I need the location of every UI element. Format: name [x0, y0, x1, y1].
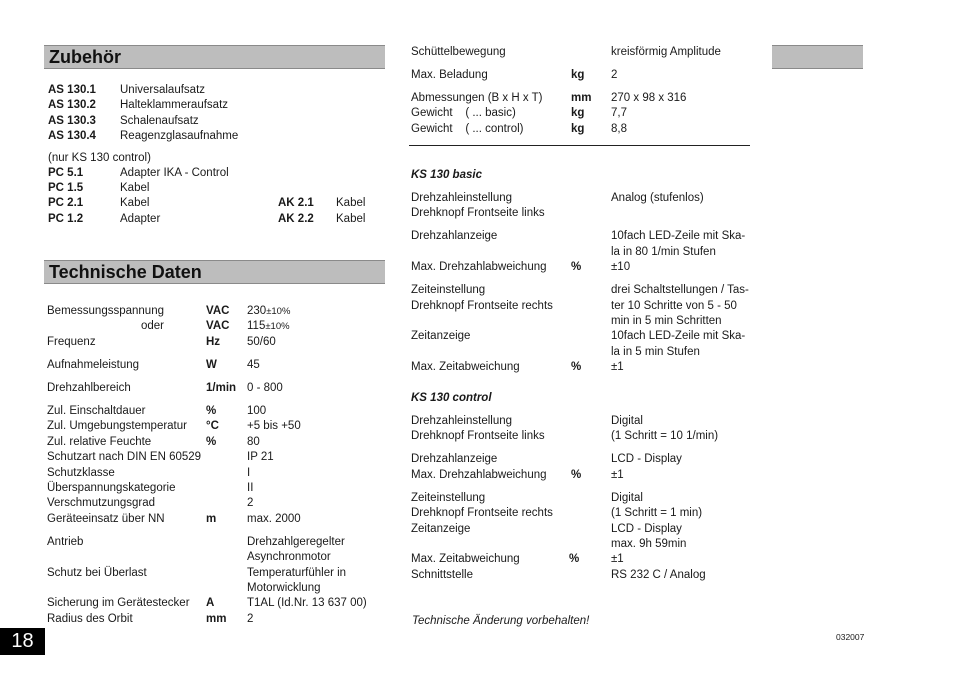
zubehoer-title-bar	[44, 45, 385, 69]
spec-value: 80	[247, 436, 260, 448]
spec-label: Zeitanzeige	[411, 330, 471, 342]
spec-value: Analog (stufenlos)	[611, 192, 704, 204]
spec-value-cont: min in 5 min Schritten	[611, 315, 722, 327]
spec-unit: %	[571, 261, 582, 273]
accessory-code: AS 130.2	[48, 99, 96, 111]
spec-label: Verschmutzungsgrad	[47, 497, 156, 509]
accessory-code: AS 130.4	[48, 130, 96, 142]
spec-unit: VAC	[206, 305, 230, 317]
spec-value: LCD - Display	[611, 453, 682, 465]
spec-label: Antrieb	[47, 536, 84, 548]
spec-value: 100	[247, 405, 267, 417]
spec-label: Schüttelbewegung	[411, 46, 506, 58]
spec-label: Aufnahmeleistung	[47, 359, 140, 371]
spec-value: +5 bis +50	[247, 420, 301, 432]
accessory-label: Kabel	[120, 197, 150, 209]
spec-value-cont: la in 5 min Stufen	[611, 346, 700, 358]
accessory-code: AS 130.1	[48, 84, 96, 96]
spec-value: 50/60	[247, 336, 276, 348]
control-heading: KS 130 control	[411, 392, 492, 404]
change-notice: Technische Änderung vorbehalten!	[412, 615, 590, 627]
spec-value-cont: Asynchronmotor	[247, 551, 331, 563]
spec-unit: kg	[571, 69, 585, 81]
spec-label: Zeiteinstellung	[411, 284, 486, 296]
spec-label: Zeiteinstellung	[411, 492, 486, 504]
spec-label: Max. Beladung	[411, 69, 488, 81]
spec-value: ±1	[611, 361, 624, 373]
spec-label: Schutzart nach DIN EN 60529	[47, 451, 202, 463]
spec-value-cont: max. 9h 59min	[611, 538, 687, 550]
accessory-label: Halteklammeraufsatz	[120, 99, 229, 111]
spec-value: 2	[611, 69, 618, 81]
spec-label: Drehknopf Frontseite links	[411, 207, 545, 219]
spec-unit: %	[571, 361, 582, 373]
spec-value-cont: la in 80 1/min Stufen	[611, 246, 716, 258]
spec-label: Bemessungsspannung	[47, 305, 164, 317]
spec-unit: Hz	[206, 336, 221, 348]
accessory-code: AK 2.2	[278, 213, 314, 225]
spec-label: Überspannungskategorie	[47, 482, 176, 494]
accessory-label: Schalenaufsatz	[120, 115, 199, 127]
spec-value-tolerance: ±10%	[265, 321, 290, 332]
tech-title-bar	[44, 260, 385, 284]
spec-label: Drehzahlbereich	[47, 382, 131, 394]
spec-value	[247, 304, 290, 319]
spec-label: Radius des Orbit	[47, 613, 133, 625]
spec-label: Sicherung im Gerätestecker	[47, 597, 190, 609]
spec-unit: °C	[206, 420, 219, 432]
spec-unit: A	[206, 597, 215, 609]
spec-label: Schutzklasse	[47, 467, 115, 479]
spec-value-tolerance: ±10%	[266, 306, 291, 317]
section-divider	[409, 145, 750, 146]
accessory-label: Kabel	[120, 182, 150, 194]
spec-unit: %	[571, 469, 582, 481]
zubehoer-title: Zubehör	[49, 47, 121, 67]
spec-unit: VAC	[206, 320, 230, 332]
spec-value: 0 - 800	[247, 382, 283, 394]
page-number: 18	[0, 628, 45, 655]
spec-label: Schnittstelle	[411, 569, 474, 581]
spec-label: Max. Drehzahlabweichung	[411, 469, 547, 481]
spec-value: ±1	[611, 553, 624, 565]
tech-title: Technische Daten	[49, 262, 202, 282]
spec-label: Max. Zeitabweichung	[411, 361, 520, 373]
spec-value: 10fach LED-Zeile mit Ska-	[611, 230, 746, 242]
spec-value: 2	[247, 613, 254, 625]
spec-value: 8,8	[611, 123, 627, 135]
spec-unit: mm	[571, 92, 592, 104]
accessory-label: Adapter IKA - Control	[120, 167, 229, 179]
accessory-code: AS 130.3	[48, 115, 96, 127]
spec-value: I	[247, 467, 251, 479]
spec-value: RS 232 C / Analog	[611, 569, 706, 581]
spec-value: 10fach LED-Zeile mit Ska-	[611, 330, 746, 342]
spec-unit: kg	[571, 107, 585, 119]
accessory-code: PC 1.5	[48, 182, 84, 194]
spec-label: Drehzahleinstellung	[411, 415, 513, 427]
spec-label: Drehknopf Frontseite rechts	[411, 507, 553, 519]
spec-unit: 1/min	[206, 382, 237, 394]
spec-unit: %	[206, 405, 217, 417]
spec-label: Drehzahlanzeige	[411, 230, 498, 242]
spec-value: (1 Schritt = 10 1/min)	[611, 430, 719, 442]
spec-label: Zeitanzeige	[411, 523, 471, 535]
spec-label: Drehzahlanzeige	[411, 453, 498, 465]
spec-label: Schutz bei Überlast	[47, 567, 147, 579]
accessory-code: PC 2.1	[48, 197, 84, 209]
spec-unit: mm	[206, 613, 227, 625]
accessory-label: Kabel	[336, 197, 366, 209]
spec-value: Temperaturfühler in	[247, 567, 347, 579]
accessory-label: Reagenzglasaufnahme	[120, 130, 239, 142]
spec-value: 45	[247, 359, 260, 371]
spec-label: Zul. relative Feuchte	[47, 436, 152, 448]
spec-label: Zul. Einschaltdauer	[47, 405, 146, 417]
document-code: 032007	[836, 632, 865, 642]
spec-value-cont: ter 10 Schritte von 5 - 50	[611, 300, 737, 312]
accessory-code: PC 5.1	[48, 167, 84, 179]
spec-value	[247, 319, 290, 334]
spec-value-cont: Motorwicklung	[247, 582, 321, 594]
spec-unit: %	[569, 553, 580, 565]
spec-value-main: 230	[247, 305, 267, 317]
spec-value: 7,7	[611, 107, 627, 119]
spec-value: 2	[247, 497, 254, 509]
accessory-label: Universalaufsatz	[120, 84, 206, 96]
margin-tab	[772, 45, 863, 69]
spec-label: Frequenz	[47, 336, 96, 348]
spec-unit: kg	[571, 123, 585, 135]
spec-value: II	[247, 482, 254, 494]
spec-value: kreisförmig Amplitude	[611, 46, 721, 58]
spec-value: ±10	[611, 261, 631, 273]
spec-label: Drehknopf Frontseite rechts	[411, 300, 553, 312]
spec-label: Max. Drehzahlabweichung	[411, 261, 547, 273]
spec-value: (1 Schritt = 1 min)	[611, 507, 703, 519]
accessory-label: Adapter	[120, 213, 161, 225]
spec-value: 270 x 98 x 316	[611, 92, 687, 104]
spec-unit: %	[206, 436, 217, 448]
spec-label: Drehzahleinstellung	[411, 192, 513, 204]
spec-value: Drehzahlgeregelter	[247, 536, 345, 548]
spec-label: Gewicht ( ... basic)	[411, 107, 516, 119]
control-only-note: (nur KS 130 control)	[48, 152, 151, 164]
spec-value: drei Schaltstellungen / Tas-	[611, 284, 749, 296]
accessory-code: PC 1.2	[48, 213, 84, 225]
spec-label: Drehknopf Frontseite links	[411, 430, 545, 442]
spec-value: LCD - Display	[611, 523, 682, 535]
accessory-code: AK 2.1	[278, 197, 314, 209]
spec-value: ±1	[611, 469, 624, 481]
spec-value: T1AL (Id.Nr. 13 637 00)	[247, 597, 367, 609]
spec-label: oder	[141, 320, 165, 332]
spec-label: Gewicht ( ... control)	[411, 123, 524, 135]
basic-heading: KS 130 basic	[411, 169, 482, 181]
accessory-label: Kabel	[336, 213, 366, 225]
spec-value: max. 2000	[247, 513, 301, 525]
spec-unit: W	[206, 359, 217, 371]
spec-value: IP 21	[247, 451, 274, 463]
spec-value-main: 115	[247, 320, 266, 332]
spec-label: Geräteeinsatz über NN	[47, 513, 165, 525]
spec-value: Digital	[611, 415, 643, 427]
spec-label: Abmessungen (B x H x T)	[411, 92, 543, 104]
spec-unit: m	[206, 513, 217, 525]
spec-label: Zul. Umgebungstemperatur	[47, 420, 187, 432]
spec-value: Digital	[611, 492, 643, 504]
spec-label: Max. Zeitabweichung	[411, 553, 520, 565]
